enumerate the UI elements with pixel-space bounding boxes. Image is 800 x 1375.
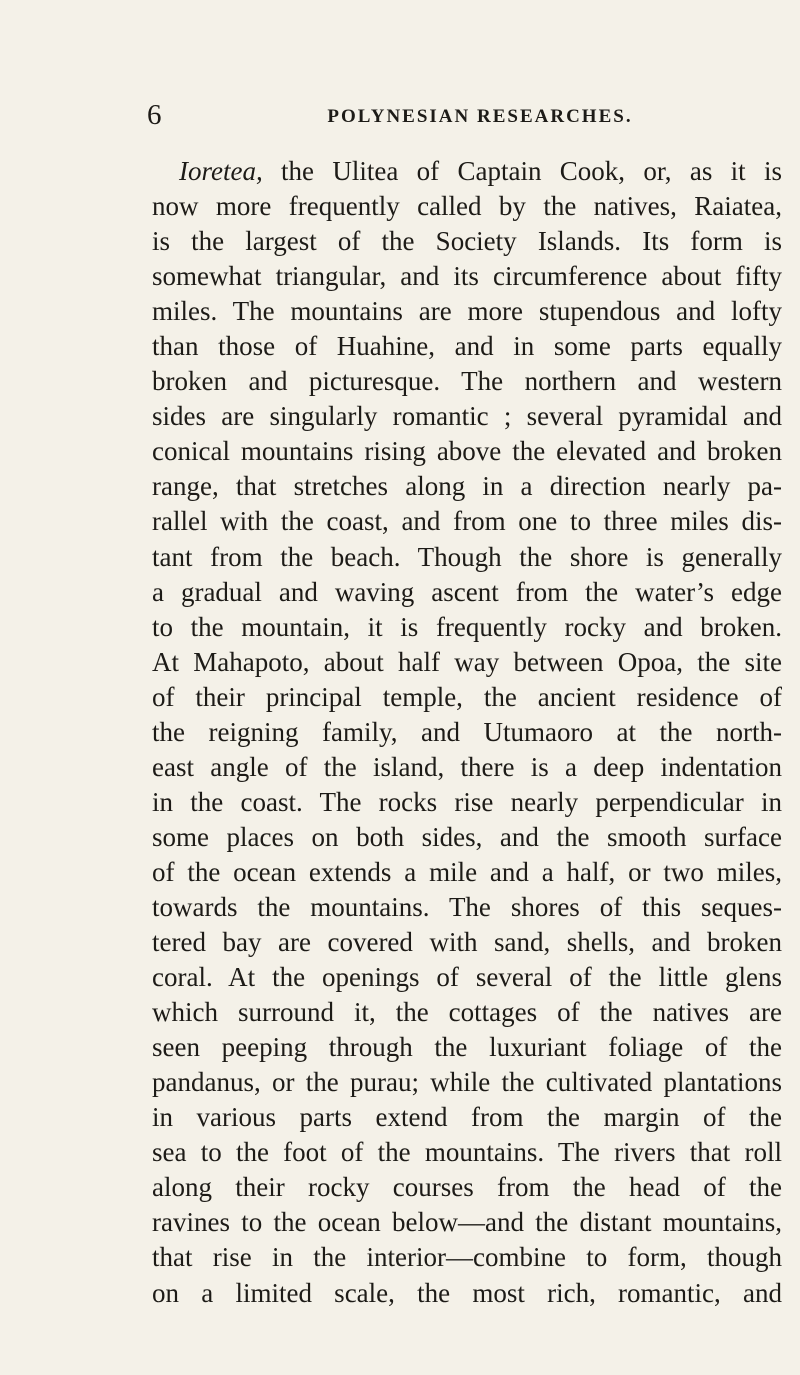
text-line: that rise in the interior—combine to form, though xyxy=(152,1242,782,1273)
text-line: At Mahapoto, about half way between Opoa, the site xyxy=(152,646,782,677)
text-line: which surround it, the cottages of the natives are xyxy=(152,997,782,1028)
running-title: POLYNESIAN RESEARCHES. xyxy=(327,106,633,127)
text-line: than those of Huahine, and in some parts equally xyxy=(152,331,782,362)
text-line: in the coast. The rocks rise nearly perpendicular in xyxy=(152,786,782,817)
text-line: miles. The mountains are more stupendous and lofty xyxy=(152,296,782,327)
text-line: rallel with the coast, and from one to three miles dis- xyxy=(152,506,782,537)
text-line: broken and picturesque. The northern and western xyxy=(152,366,782,397)
text-line: coral. At the openings of several of the little glens xyxy=(152,962,782,993)
text-line: sides are singularly romantic ; several pyramidal and xyxy=(152,401,782,432)
text-line: tered bay are covered with sand, shells, and broken xyxy=(152,927,782,958)
text-line: now more frequently called by the natives, Raiatea, xyxy=(152,191,782,222)
text-line: along their rocky courses from the head of the xyxy=(152,1172,782,1203)
text-line: some places on both sides, and the smooth surface xyxy=(152,821,782,852)
text-line: ravines to the ocean below—and the distant mountains, xyxy=(152,1207,782,1238)
text-line: towards the mountains. The shores of this seques- xyxy=(152,891,782,922)
body-paragraph xyxy=(152,154,782,1311)
running-head xyxy=(147,100,785,130)
place-name-italic: Ioretea, xyxy=(179,156,263,186)
text-line: in various parts extend from the margin of the xyxy=(152,1102,782,1133)
text-line: the reigning family, and Utumaoro at the north- xyxy=(152,716,782,747)
text-line: pandanus, or the purau; while the cultivated plantations xyxy=(152,1067,782,1098)
text-line: east angle of the island, there is a deep indentation xyxy=(152,751,782,782)
text-line: range, that stretches along in a direction nearly pa- xyxy=(152,471,782,502)
text-line: on a limited scale, the most rich, romantic, and xyxy=(152,1277,782,1308)
page-number: 6 xyxy=(147,99,162,131)
text-line: of the ocean extends a mile and a half, or two miles, xyxy=(152,856,782,887)
text-line xyxy=(152,154,782,189)
text-line: seen peeping through the luxuriant foliage of the xyxy=(152,1032,782,1063)
text-line: is the largest of the Society Islands. Its form is xyxy=(152,226,782,257)
text-line-rest: the Ulitea of Captain Cook, or, as it is xyxy=(281,156,782,186)
text-line: conical mountains rising above the elevated and broken xyxy=(152,436,782,467)
text-line: a gradual and waving ascent from the water’s edge xyxy=(152,576,782,607)
text-line: somewhat triangular, and its circumference about fifty xyxy=(152,261,782,292)
text-line: to the mountain, it is frequently rocky and broken. xyxy=(152,611,782,642)
text-line: of their principal temple, the ancient residence of xyxy=(152,681,782,712)
text-line: sea to the foot of the mountains. The rivers that roll xyxy=(152,1137,782,1168)
text-line: tant from the beach. Though the shore is generally xyxy=(152,541,782,572)
